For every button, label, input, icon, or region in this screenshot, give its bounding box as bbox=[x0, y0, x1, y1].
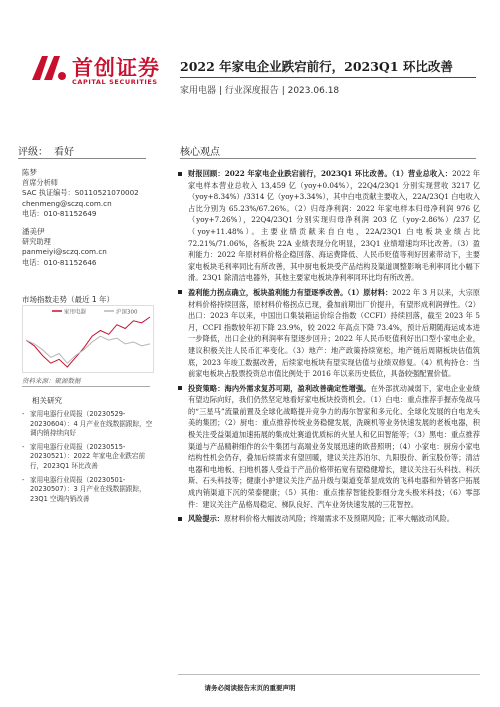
core-view-body bbox=[178, 168, 480, 528]
paragraph-text: 2022 年 3 月以来，大宗原材料价格持续回落，原材料价格拐点已现，叠加前期出厂价提升，有望形成利润弹性。（2）出口：2023 年以来，中国出口集装箱运价综合指数（CCFI）持续回落，截至 2023 年 5 月，CCFI 指数较年初下降 23.9%，较 2022 年高点下降 73.4%，预计后期随海运成本进一步降低，出口企业的利润率有望逐步回升；2022 年人民币贬值利好出口型小家电企业，建议积极关注人民币汇率变化。（3）地产：地产政策持续宽松，地产链后周期板块估值筑底，2023 年竣工数据改善，后续家电板块有望实现估值与业绩双修复。（4）机构持仓：当前家电板块占股票投资总市值比例处于 2016 年以来历史低位，具备较强配置价值。 bbox=[188, 287, 480, 379]
bullet-icon bbox=[178, 172, 182, 176]
paragraph-heading: 财报回顾：2022 年家电企业跌宕前行，2023Q1 环比改善。（1）营业总收入： bbox=[188, 169, 453, 178]
legend-label: 家用电器 bbox=[64, 309, 87, 316]
report-header bbox=[0, 0, 500, 118]
logo-mark-icon bbox=[28, 52, 68, 84]
report-category: 家用电器 bbox=[180, 86, 217, 96]
summary-paragraph bbox=[178, 168, 480, 284]
right-divider bbox=[180, 158, 476, 159]
related-research-list bbox=[22, 410, 154, 508]
report-subline bbox=[180, 83, 339, 96]
subline-separator: | bbox=[218, 86, 225, 96]
related-research-item[interactable]: - 家用电器行业周报（20230501-20230507）：3 月产业在线数据跟踪，23Q1 空调内销改善 bbox=[22, 476, 154, 505]
rating bbox=[18, 143, 74, 158]
logo-name-en: CAPITAL SECURITIES bbox=[72, 78, 158, 86]
paragraph-text: 2022 年家电样本营业总收入 13,459 亿（yoy+0.04%），22Q4/23Q1 分别实现营收 3217 亿（yoy+8.34%）/3314 亿（yoy+3.34%），其中白电贡献主要收入，22A/23Q1 白电收入占比分别为 65.23%/67.26%。（2）归母净利润：2022 年家电样本归母净利润 976 亿（yoy+7.26%），22Q4/23Q1 分别实现归母净利润 203 亿（yoy-2.86%）/237 亿（yoy+11.48%）。主要业绩贡献来自白电，22A/23Q1 白电板块业绩占比 72.21%/71.06%，各板块 22A 业绩表现分化明显，23Q1 业绩增速均环比改善。（3）盈利能力：2022 年原材料价格企稳回落、海运费降低、人民币贬值等利好因素带动下，主要家电板块毛利率同比有所改善，其中厨电板块受产品结构及渠道调整影响毛利率同比小幅下滑。23Q1 除清洁电器外，其他主要家电板块净利率同环比均有所改善。 bbox=[188, 169, 480, 283]
summary-paragraph bbox=[178, 287, 480, 380]
summary-paragraph bbox=[178, 383, 480, 511]
bullet-icon bbox=[178, 290, 182, 294]
report-title: 2022 年家电企业跌宕前行，2023Q1 环比改善 bbox=[180, 59, 453, 74]
analyst-block bbox=[22, 168, 157, 219]
analyst-phone: 电话：010-81152649 bbox=[22, 208, 97, 218]
paragraph-heading: 风险提示： bbox=[188, 514, 224, 524]
footer-disclaimer: 请务必阅读报告末页的重要声明 bbox=[204, 684, 296, 692]
analyst-title: 研究助理 bbox=[22, 237, 51, 247]
rating-value: 看好 bbox=[54, 147, 74, 158]
related-research-item[interactable]: - 家用电器行业周报（20230529-20230604）：4 月产业在线数据跟踪，空调内销持续向好 bbox=[22, 410, 154, 439]
bullet-icon bbox=[178, 517, 182, 521]
summary-paragraph bbox=[178, 513, 480, 525]
series-line-csi300 bbox=[26, 336, 150, 363]
logo-name-cn: 首创证券 bbox=[72, 56, 160, 80]
related-research-heading: 相关研究 bbox=[32, 396, 62, 405]
analyst-block bbox=[22, 227, 157, 268]
bullet-icon bbox=[178, 386, 182, 390]
chart-source: 资料来源：聚源数据 bbox=[22, 377, 81, 385]
core-view-heading: 核心观点 bbox=[180, 147, 220, 158]
analyst-name: 陈梦 bbox=[22, 168, 37, 177]
analyst-title: 首席分析师 bbox=[22, 178, 58, 188]
footer-divider bbox=[178, 674, 480, 675]
paragraph-heading: 盈利能力拐点确立，板块盈利能力有望逐季改善。（1）原材料： bbox=[188, 287, 393, 297]
analyst-phone: 电话：010-81152646 bbox=[22, 257, 97, 267]
paragraph-heading: 投资策略：海内外需求复苏可期，盈利改善确定性增强。 bbox=[188, 383, 371, 393]
related-research-item[interactable]: - 家用电器行业周报（20230515-20230521）：2022 年家电企业跌宕前行，2023Q1 环比改善 bbox=[22, 443, 154, 472]
chart-title: 市场指数走势（最近 1 年） bbox=[22, 295, 115, 304]
report-date: 2023.06.18 bbox=[287, 86, 340, 96]
chart-frame bbox=[23, 306, 154, 373]
index-chart bbox=[22, 305, 154, 373]
analyst-email[interactable]: panmeiyi@sczq.com.cn bbox=[22, 247, 107, 257]
left-divider bbox=[18, 158, 146, 159]
legend-label: 沪深300 bbox=[116, 309, 138, 316]
report-type: 行业深度报告 bbox=[224, 86, 279, 96]
paragraph-text: 在外部扰动减弱下，家电企业业绩有望边际向好，我们仍然坚定地看好家电板块投资机会。（1）白电：重点推荐手握赤兔战马的“三星马”流量前置及全球化战略提升竞争力的海尔智家和多元化、全球化发展的白电龙头美的集团；（2）厨电：重点推荐传统业务稳健发展，洗碗机等业务快速发展的老板电器，积极关注受益渠道加速拓展的集成灶赛道优质标的火星人和亿田智能等；（3）黑电：重点推荐渠道与产品精耕细作的公牛集团与高端业务发展迅速的欧普照明；（4）小家电：厨房小家电结构性机会仍存，叠加后续需求有望回暖，建议关注苏泊尔、九阳股份、新宝股份等；清洁电器和电地板、扫地机器人受益于产品价格带拓宽有望稳健增长，建议关注石头科技、科沃斯、石头科技等；健康小护建议关注产品升级与渠道变革显成效的飞科电器和外销客户拓展成内销渠道下沉的荣泰健康；（5）其他：重点推荐智能投影细分龙头极米科技；（6）零部件：建议关注产品格局稳定、梯队良好、汽车业务快速发展的三花智控。 bbox=[188, 383, 480, 509]
rating-label: 评级： bbox=[18, 147, 48, 158]
analyst-info bbox=[22, 168, 157, 276]
company-logo bbox=[28, 52, 168, 88]
paragraph-text: 原材料价格大幅波动风险；终端需求不及预期风险；汇率大幅波动风险。 bbox=[223, 514, 454, 524]
index-chart-svg bbox=[22, 305, 154, 373]
title-divider bbox=[180, 77, 476, 78]
analyst-name: 潘美伊 bbox=[22, 227, 45, 237]
subline-separator: | bbox=[281, 86, 285, 96]
analyst-email[interactable]: chenmeng@sczq.com.cn bbox=[22, 198, 112, 208]
chart-divider bbox=[22, 386, 150, 387]
analyst-cert: SAC 执证编号：S0110521070002 bbox=[22, 188, 139, 198]
